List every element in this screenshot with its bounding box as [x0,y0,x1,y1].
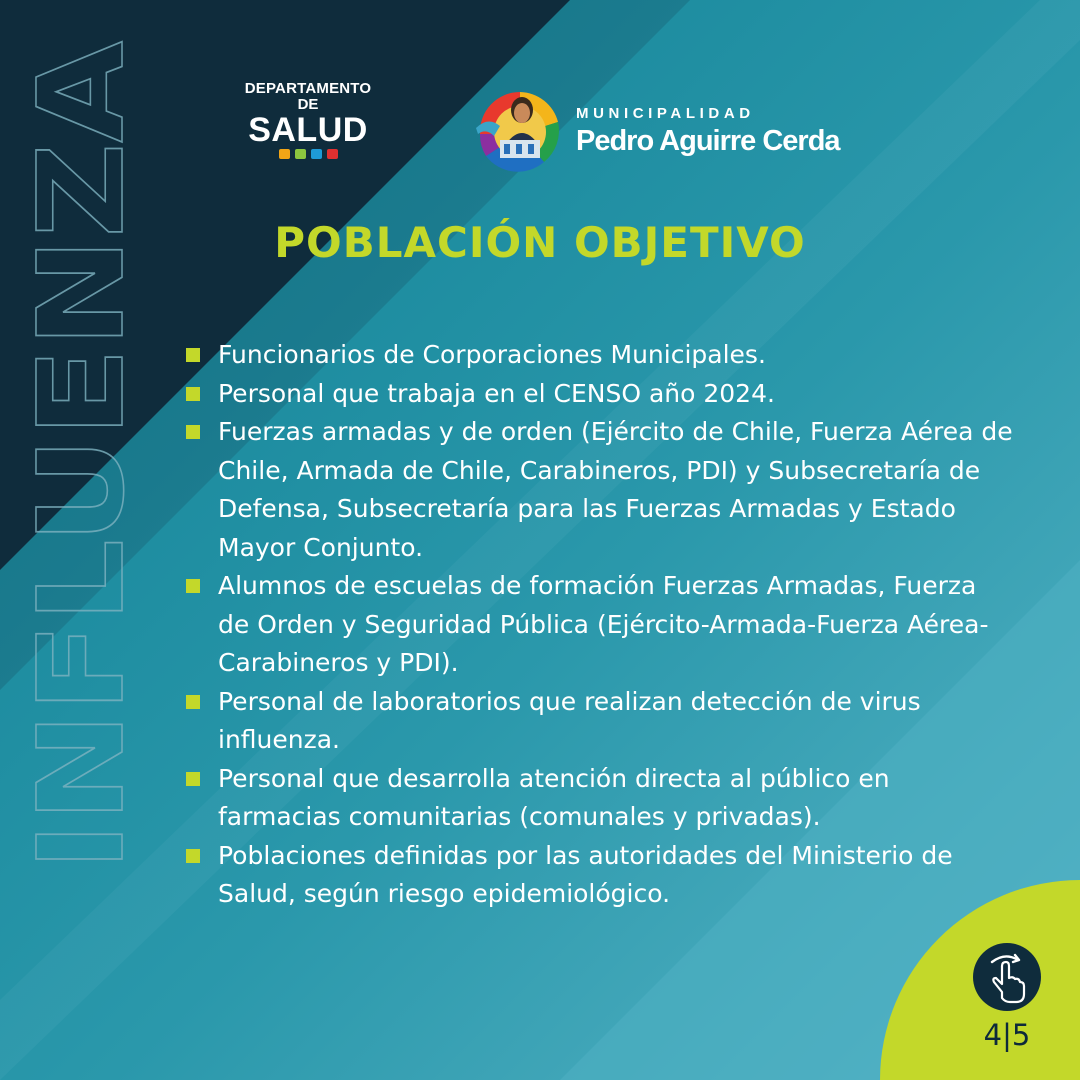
logo-salud-dots [228,149,388,159]
logo-salud-line3: SALUD [248,111,368,149]
list-item-text: Poblaciones definidas por las autoridades del Ministerio de Salud, según riesgo epidemiológico. [218,840,953,908]
page-indicator: 4|5 [983,1018,1031,1052]
swipe-hand-icon[interactable] [972,942,1042,1012]
logo-muni-line1: MUNICIPALIDAD [576,105,755,122]
bullet-square-icon [186,849,200,863]
bullet-square-icon [186,425,200,439]
list-item [184,336,1014,375]
list-item-text: Fuerzas armadas y de orden (Ejército de Chile, Fuerza Aérea de Chile, Armada de Chile, Carabineros, PDI) y Subsecretaría de Defensa, Subsecretaría para las Fuerzas Armadas y Estado Mayor Conjunto. [218,417,1013,562]
logo-dot-orange [279,149,290,159]
municipal-emblem-icon [470,82,566,170]
target-population-list [184,336,1014,914]
list-item [184,375,1014,414]
list-item [184,837,1014,914]
logo-dot-red [327,149,338,159]
logo-salud-line2: DE [297,96,319,113]
list-item [184,413,1014,567]
bullet-square-icon [186,348,200,362]
logo-salud-line1: DEPARTAMENTO [244,80,372,97]
side-word-text: INFLUENZA [12,124,150,871]
bullet-square-icon [186,579,200,593]
logo-dot-green [295,149,306,159]
list-item-text: Personal que trabaja en el CENSO año 2024. [218,378,775,408]
side-word-influenza [12,38,150,874]
list-item [184,683,1014,760]
list-item-text: Personal que desarrolla atención directa al público en farmacias comunitarias (comunales y privadas). [218,763,890,831]
bullet-square-icon [186,387,200,401]
list-item [184,760,1014,837]
page-title: POBLACIÓN OBJETIVO [274,218,806,267]
bullet-square-icon [186,695,200,709]
logo-departamento-salud [228,80,388,170]
list-item-text: Personal de laboratorios que realizan detección de virus influenza. [218,686,921,754]
logo-muni-line2: Pedro Aguirre Cerda [576,125,840,157]
list-item [184,567,1014,683]
list-item-text: Funcionarios de Corporaciones Municipales. [218,340,766,369]
list-item-text: Alumnos de escuelas de formación Fuerzas Armadas, Fuerza de Orden y Seguridad Pública (Ejército-Armada-Fuerza Aérea-Carabineros y PDI). [218,571,989,677]
logo-dot-blue [311,149,322,159]
logo-municipalidad [576,104,840,158]
bullet-square-icon [186,772,200,786]
